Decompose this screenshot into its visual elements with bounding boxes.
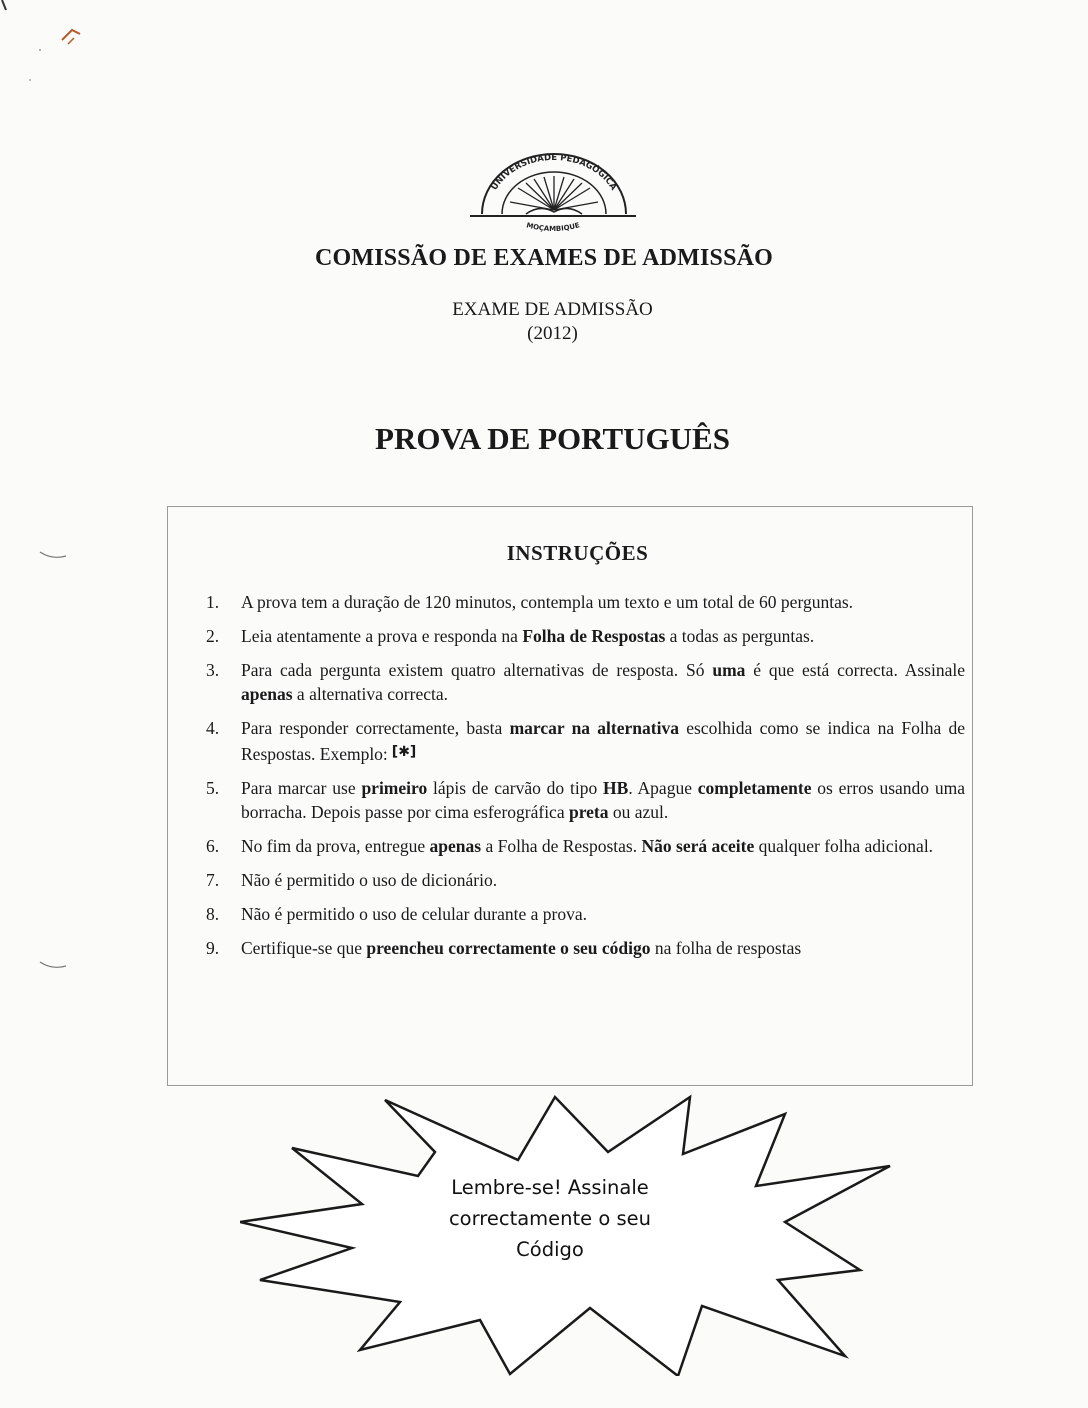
reminder-line: correctamente o seu: [448, 1207, 652, 1230]
instruction-number: 2.: [206, 626, 220, 646]
instruction-emphasis: marcar na alternativa: [509, 718, 679, 738]
instruction-emphasis: completamente: [697, 778, 812, 798]
instruction-item: [200, 624, 965, 648]
instruction-item: [200, 658, 965, 706]
instruction-item: [200, 834, 965, 858]
instruction-text: lápis de carvão do tipo: [427, 778, 604, 798]
reminder-line: Código: [516, 1238, 584, 1261]
scan-edge-mark: [38, 958, 68, 972]
instruction-text: Leia atentamente a prova e responda na: [241, 626, 523, 646]
instruction-text: a alternativa correcta.: [292, 684, 448, 704]
exam-year: (2012): [527, 323, 578, 344]
instruction-number: 7.: [206, 870, 220, 890]
subject-title: PROVA DE PORTUGUÊS: [375, 421, 730, 456]
instruction-emphasis: primeiro: [361, 778, 428, 798]
instruction-text: Certifique-se que: [241, 938, 367, 958]
example-mark-icon: [✱]: [391, 744, 417, 760]
instruction-item: [200, 936, 965, 960]
instruction-emphasis: apenas: [241, 684, 293, 704]
instruction-text: a Folha de Respostas.: [481, 836, 642, 856]
instruction-number: 9.: [206, 938, 220, 958]
instruction-emphasis: preencheu correctamente o seu código: [366, 938, 651, 958]
instruction-text: ou azul.: [608, 802, 669, 822]
university-logo: [468, 150, 638, 242]
instruction-emphasis: preta: [568, 802, 609, 822]
instruction-text: a todas as perguntas.: [665, 626, 815, 646]
instructions-heading: INSTRUÇÕES: [506, 541, 649, 565]
instruction-text: No fim da prova, entregue: [241, 836, 430, 856]
instruction-item: [200, 868, 965, 892]
instruction-text: Para marcar use: [241, 778, 362, 798]
instruction-item: [200, 776, 965, 824]
instruction-emphasis: Não será aceite: [641, 836, 755, 856]
reminder-line: Lembre-se! Assinale: [451, 1176, 649, 1199]
instruction-number: 6.: [206, 836, 220, 856]
instruction-number: 1.: [206, 592, 220, 612]
instruction-item: [200, 590, 965, 614]
logo-bottom-text: MOÇAMBIQUE: [525, 221, 581, 234]
instruction-text: os erros usando uma borracha. Depois passe por cima esferográfica: [241, 778, 965, 822]
organization-title: COMISSÃO DE EXAMES DE ADMISSÃO: [314, 245, 774, 271]
university-seal-icon: [468, 150, 638, 242]
instruction-text: é que está correcta. Assinale: [745, 660, 965, 680]
instruction-number: 4.: [206, 718, 220, 738]
exam-title: EXAME DE ADMISSÃO: [452, 299, 653, 320]
instruction-text: na folha de respostas: [650, 938, 802, 958]
instruction-emphasis: uma: [712, 660, 746, 680]
instruction-text: Para responder correctamente, basta: [241, 718, 510, 738]
scan-corner-mark: [0, 0, 120, 110]
svg-text:MOÇAMBIQUE: [525, 221, 580, 233]
instruction-item: [200, 902, 965, 926]
logo-arc-text: UNIVERSIDADE PEDAGÓGICA: [489, 152, 619, 193]
instruction-number: 5.: [206, 778, 220, 798]
instruction-emphasis: HB: [603, 778, 629, 798]
instruction-number: 8.: [206, 904, 220, 924]
instruction-emphasis: Folha de Respostas: [522, 626, 666, 646]
instruction-number: 3.: [206, 660, 220, 680]
instruction-text: A prova tem a duração de 120 minutos, contempla um texto e um total de 60 perguntas.: [241, 592, 854, 612]
instruction-text: escolhida como se indica na Folha de Respostas. Exemplo:: [241, 718, 965, 764]
instruction-text: Para cada pergunta existem quatro alternativas de resposta. Só: [241, 660, 713, 680]
instruction-text: qualquer folha adicional.: [754, 836, 934, 856]
instruction-text: Não é permitido o uso de celular durante a prova.: [241, 904, 587, 924]
reminder-text: [400, 1172, 700, 1265]
instruction-text: Não é permitido o uso de dicionário.: [241, 870, 498, 890]
instruction-emphasis: apenas: [429, 836, 482, 856]
instruction-text: . Apague: [628, 778, 698, 798]
instruction-item: [200, 716, 965, 766]
instructions-list: [200, 590, 965, 970]
